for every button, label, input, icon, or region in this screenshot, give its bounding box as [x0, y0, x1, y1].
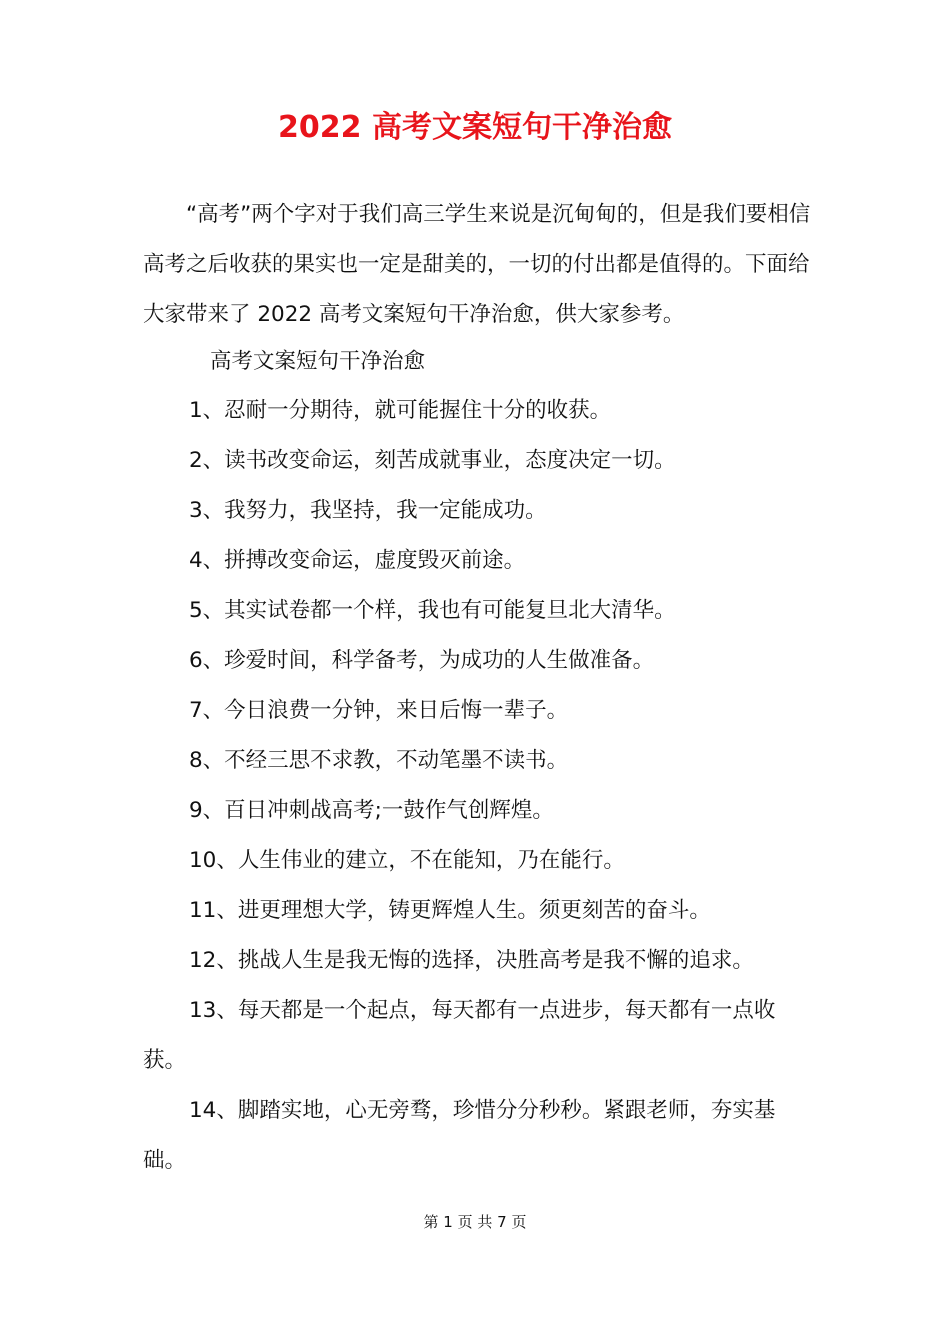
list-item: 5、其实试卷都一个样，我也有可能复旦北大清华。 [189, 598, 676, 623]
list-item: 8、不经三思不求教，不动笔墨不读书。 [189, 748, 569, 773]
list-item: 2、读书改变命运，刻苦成就事业，态度决定一切。 [189, 448, 676, 473]
list-item: 10、人生伟业的建立，不在能知，乃在能行。 [189, 848, 625, 873]
intro-paragraph: “高考”两个字对于我们高三学生来说是沉甸甸的，但是我们要相信高考之后收获的果实也一定是甜美的，一切的付出都是值得的。下面给大家带来了 2022 高考文案短句干净治愈，供大家参考。 [143, 202, 811, 327]
list-item: 3、我努力，我坚持，我一定能成功。 [189, 498, 547, 523]
list-item: 9、百日冲刺战高考;一鼓作气创辉煌。 [189, 798, 554, 823]
list-item: 13、每天都是一个起点，每天都有一点进步，每天都有一点收获。 [143, 998, 776, 1073]
page-number-footer: 第 1 页 共 7 页 [423, 1213, 527, 1231]
list-item: 4、拼搏改变命运，虚度毁灭前途。 [189, 548, 526, 573]
list-item: 11、进更理想大学，铸更辉煌人生。须更刻苦的奋斗。 [189, 898, 711, 923]
list-item: 14、脚踏实地，心无旁骛，珍惜分分秒秒。紧跟老师，夯实基础。 [143, 1098, 776, 1173]
document-title: 2022 高考文案短句干净治愈 [278, 110, 672, 145]
list-item: 7、今日浪费一分钟，来日后悔一辈子。 [189, 698, 569, 723]
section-heading: 高考文案短句干净治愈 [210, 349, 426, 374]
list-item: 1、忍耐一分期待，就可能握住十分的收获。 [189, 398, 612, 423]
list-item: 12、挑战人生是我无悔的选择，决胜高考是我不懈的追求。 [189, 948, 754, 973]
quote-list [143, 386, 811, 1186]
list-item: 6、珍爱时间，科学备考，为成功的人生做准备。 [189, 648, 655, 673]
